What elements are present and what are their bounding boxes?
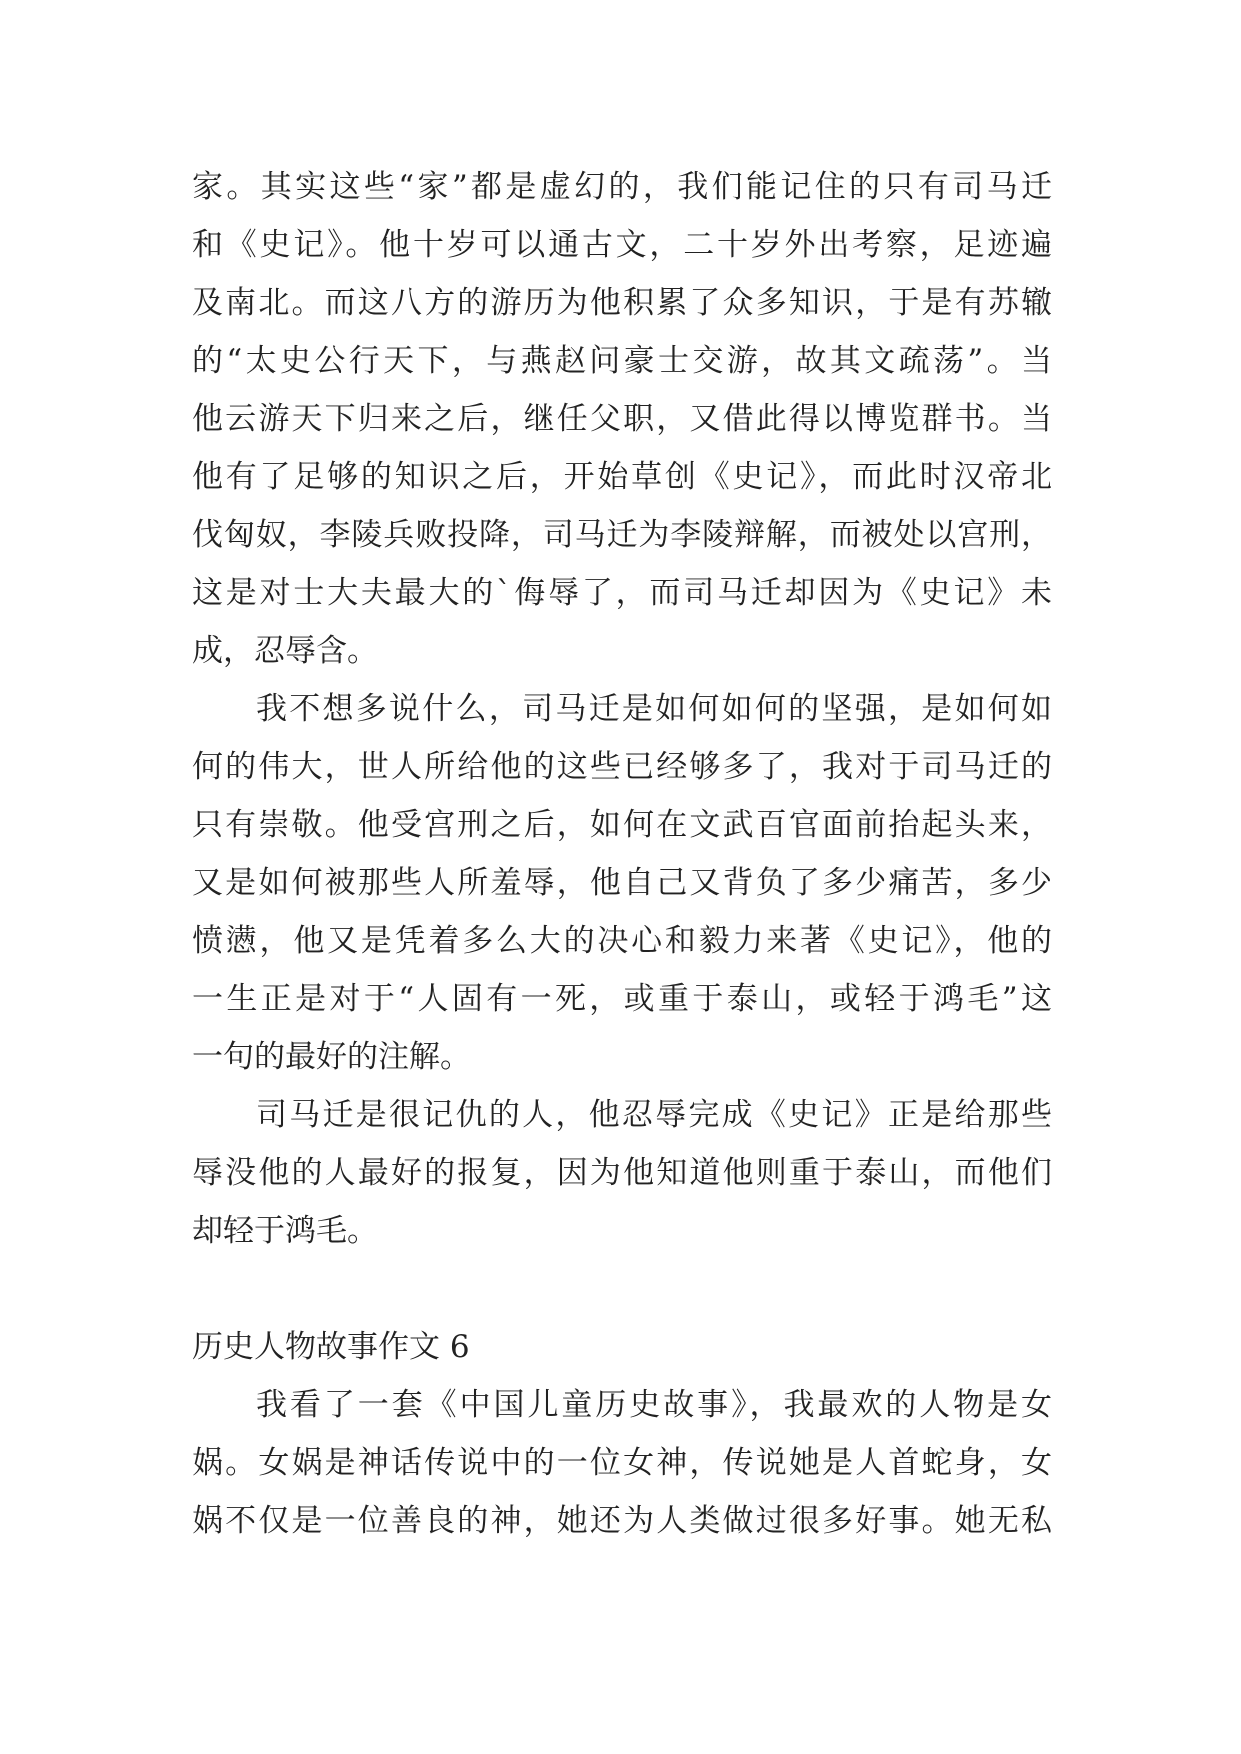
text-line: 一生正是对于“人固有一死，或重于泰山，或轻于鸿毛”这	[192, 981, 1052, 1017]
text-line: 和《史记》。他十岁可以通古文，二十岁外出考察，足迹遍	[192, 227, 1052, 263]
text-line: 我看了一套《中国儿童历史故事》，我最欢的人物是女	[256, 1387, 1052, 1423]
text-line: 成，忍辱含。	[192, 633, 378, 669]
text-line: 他云游天下归来之后，继任父职，又借此得以博览群书。当	[192, 401, 1052, 437]
text-line: 我不想多说什么，司马迁是如何如何的坚强，是如何如	[256, 691, 1052, 727]
text-line: 一句的最好的注解。	[192, 1039, 471, 1075]
text-line: 这是对士大夫最大的`侮辱了，而司马迁却因为《史记》未	[192, 575, 1052, 611]
text-line: 他有了足够的知识之后，开始草创《史记》，而此时汉帝北	[192, 459, 1052, 495]
section-spacer	[192, 1260, 1052, 1318]
text-line: 的“太史公行天下，与燕赵问豪士交游，故其文疏荡”。当	[192, 343, 1052, 379]
text-line: 何的伟大，世人所给他的这些已经够多了，我对于司马迁的	[192, 749, 1052, 785]
paragraph-2	[192, 680, 1052, 1086]
text-line: 伐匈奴，李陵兵败投降，司马迁为李陵辩解，而被处以宫刑，	[192, 517, 1052, 553]
text-line: 家。其实这些“家”都是虚幻的，我们能记住的只有司马迁	[192, 169, 1052, 205]
text-line: 娲。女娲是神话传说中的一位女神，传说她是人首蛇身，女	[192, 1445, 1052, 1481]
text-line: 却轻于鸿毛。	[192, 1213, 378, 1249]
document-page	[192, 158, 1052, 1550]
text-line: 及南北。而这八方的游历为他积累了众多知识，于是有苏辙	[192, 285, 1052, 321]
section-paragraph	[192, 1376, 1052, 1550]
paragraph-3	[192, 1086, 1052, 1260]
text-line: 又是如何被那些人所羞辱，他自己又背负了多少痛苦，多少	[192, 865, 1052, 901]
section-heading: 历史人物故事作文 6	[192, 1329, 470, 1365]
text-line: 只有崇敬。他受宫刑之后，如何在文武百官面前抬起头来，	[192, 807, 1052, 843]
text-line: 愤懑，他又是凭着多么大的决心和毅力来著《史记》，他的	[192, 923, 1052, 959]
paragraph-1	[192, 158, 1052, 680]
text-line: 娲不仅是一位善良的神，她还为人类做过很多好事。她无私	[192, 1503, 1052, 1539]
text-line: 司马迁是很记仇的人，他忍辱完成《史记》正是给那些	[256, 1097, 1052, 1133]
text-line: 辱没他的人最好的报复，因为他知道他则重于泰山，而他们	[192, 1155, 1052, 1191]
